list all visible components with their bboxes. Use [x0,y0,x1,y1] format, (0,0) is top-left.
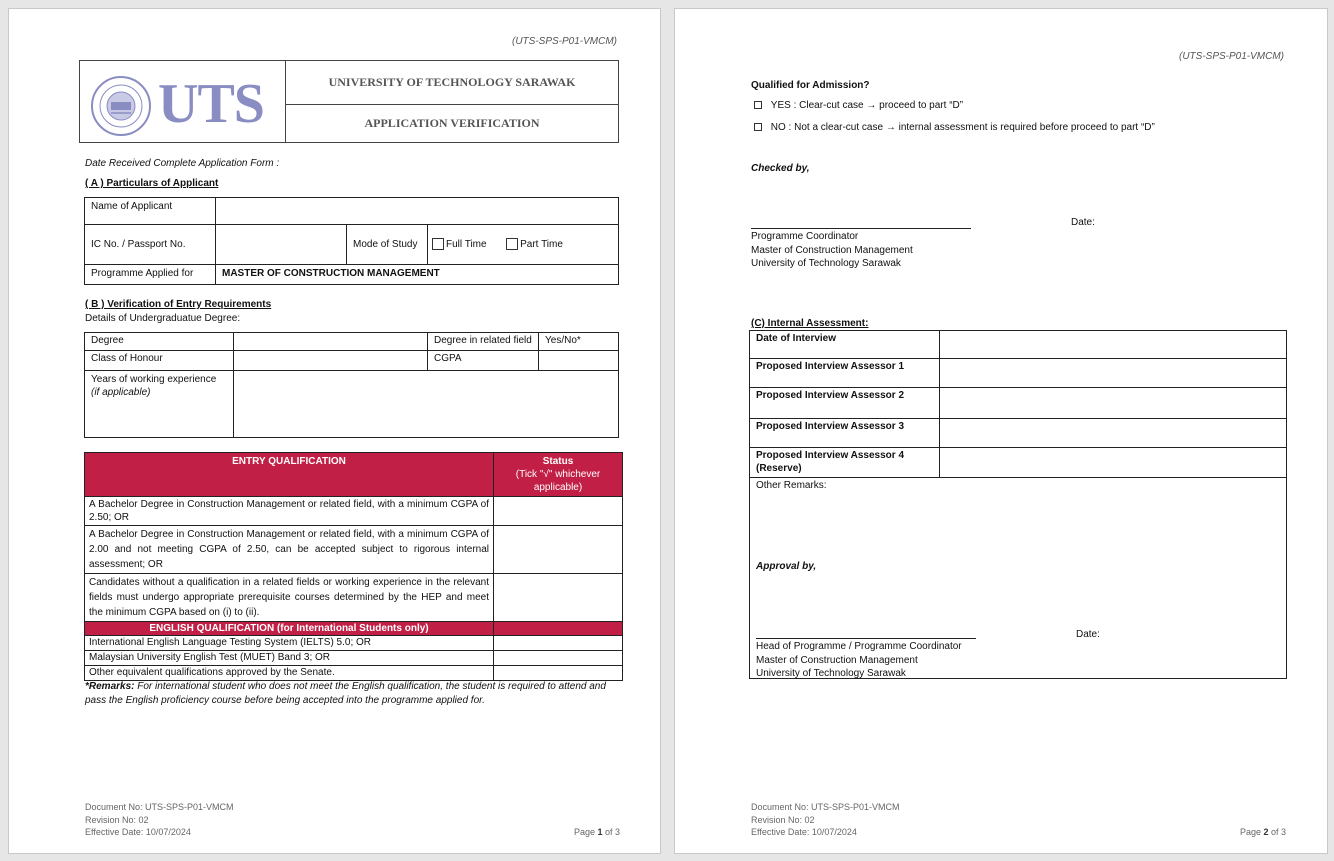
assessment-field[interactable] [940,419,1287,448]
no-option [754,122,1155,133]
section-a-title: ( A ) Particulars of Applicant [85,178,219,189]
assessment-label: Date of Interview [750,331,940,359]
signatory-2-university: University of Technology Sarawak [756,668,906,679]
honour-label: Class of Honour [85,351,234,371]
doc-reference: (UTS-SPS-P01-VMCM) [512,36,618,47]
programme-label: Programme Applied for [85,265,216,285]
name-field[interactable] [216,198,619,225]
mode-options [428,225,619,265]
yes-checkbox[interactable] [754,101,762,109]
yes-option-label: YES : Clear-cut case → proceed to part “D” [770,100,964,111]
honour-field[interactable] [234,351,428,371]
date-label: Date: [1071,217,1095,228]
page-prefix: Page [1240,827,1264,837]
page-1 [8,8,661,854]
full-time-label: Full Time [446,239,487,250]
page-2 [674,8,1328,854]
signatory-2 [756,640,962,681]
related-field-label: Degree in related field [428,333,539,351]
entry-qualification-table [84,452,623,681]
experience-field[interactable] [234,371,619,438]
entry-row: Candidates without a qualification in a related fields or working experience in the relevant fields must undergo appropriate prerequisite courses determined by the HEP and meet the minimum CGPA based on (i) to (ii). [85,574,494,622]
assessment-field[interactable] [940,331,1287,359]
experience-label-text: Years of working experience [91,374,217,385]
yes-no-label: Yes/No* [539,333,619,351]
page-number [574,826,620,839]
cgpa-label: CGPA [428,351,539,371]
assessment-field[interactable] [940,448,1287,478]
form-title: APPLICATION VERIFICATION [364,116,540,130]
status-cell[interactable] [494,666,623,681]
assessment-label: Proposed Interview Assessor 3 [750,419,940,448]
signatory-1-role: Programme Coordinator [751,231,859,242]
internal-assessment-table [749,330,1287,679]
status-cell[interactable] [494,497,623,526]
logo-area [80,61,286,142]
status-header [494,453,623,497]
particulars-table [84,197,619,285]
english-row: Other equivalent qualifications approved by the Senate. [85,666,494,681]
form-title-cell [285,105,619,142]
signatory-1-programme: Master of Construction Management [751,244,913,256]
footer-info [751,801,900,839]
english-header-status [494,622,623,636]
mode-label: Mode of Study [347,225,428,265]
approval-by: Approval by, [756,561,817,572]
status-cell[interactable] [494,651,623,666]
status-title: Status [542,456,574,467]
footer-revision: Revision No: 02 [85,814,149,825]
english-row: International English Language Testing System (IELTS) 5.0; OR [85,636,494,651]
part-time-label: Part Time [520,239,563,250]
signatory-2-role: Head of Programme / Programme Coordinator [756,641,962,652]
cgpa-field[interactable] [539,351,619,371]
university-name-cell [285,61,619,105]
footer-effective-date: Effective Date: 10/07/2024 [85,827,191,837]
qualified-title: Qualified for Admission? [751,80,870,91]
assessment-label: Proposed Interview Assessor 4 (Reserve) [750,448,940,478]
page-number [1240,826,1286,839]
ic-field[interactable] [216,225,347,265]
section-b-title: ( B ) Verification of Entry Requirements [85,299,272,310]
english-header: ENGLISH QUALIFICATION (for International Students only) [85,622,494,636]
full-time-checkbox[interactable] [432,238,444,250]
entry-row: A Bachelor Degree in Construction Management or related field, with a minimum CGPA of 2.50; OR [85,497,494,526]
page-prefix: Page [574,827,598,837]
page-suffix: of 3 [602,827,621,837]
degree-table [84,332,619,438]
no-checkbox[interactable] [754,123,762,131]
status-cell[interactable] [494,574,623,622]
footer-revision: Revision No: 02 [751,814,815,825]
signatory-2-programme: Master of Construction Management [756,654,918,666]
approval-signature-line [756,638,976,639]
status-note: (Tick "√" whichever applicable) [515,469,601,493]
assessment-field[interactable] [940,388,1287,419]
assessment-field[interactable] [940,359,1287,388]
section-b-subtitle: Details of Undergraduatue Degree: [85,313,241,324]
no-option-label: NO : Not a clear-cut case → internal assessment is required before proceed to part “D” [770,122,1155,133]
signatory-1 [751,230,913,271]
doc-reference: (UTS-SPS-P01-VMCM) [1179,51,1285,62]
page-suffix: of 3 [1268,827,1287,837]
page-current: 2 [1263,827,1269,837]
assessment-label: Proposed Interview Assessor 1 [750,359,940,388]
experience-label [85,371,234,438]
footer-effective-date: Effective Date: 10/07/2024 [751,827,857,837]
page-current: 1 [597,827,603,837]
entry-row: A Bachelor Degree in Construction Management or related field, with a minimum CGPA of 2.00 and not meeting CGPA of 2.50, can be accepted subject to rigorous internal assessment; OR [85,526,494,574]
university-seal-icon [90,75,152,137]
status-cell[interactable] [494,526,623,574]
signature-line [751,228,971,229]
entry-header: ENTRY QUALIFICATION [85,453,494,497]
part-time-checkbox[interactable] [506,238,518,250]
approval-date-label: Date: [1076,629,1100,640]
form-header [79,60,619,143]
remarks-text: For international student who does not meet the English qualification, the student is required to attend and pass the English proficiency course before being accepted into the programme applied for. [85,681,606,706]
date-received-label: Date Received Complete Application Form : [85,158,280,169]
remarks-approval-cell [750,478,1287,679]
name-label: Name of Applicant [85,198,216,225]
checked-by: Checked by, [751,163,810,174]
signatory-1-university: University of Technology Sarawak [751,258,901,269]
university-name: UNIVERSITY OF TECHNOLOGY SARAWAK [328,75,576,89]
programme-value: MASTER OF CONSTRUCTION MANAGEMENT [216,265,619,285]
logo-text: UTS [158,73,264,135]
english-row: Malaysian University English Test (MUET) Band 3; OR [85,651,494,666]
remarks-label: *Remarks: [85,681,135,692]
remarks [85,680,615,708]
degree-field[interactable] [234,333,428,351]
yes-option [754,100,963,111]
degree-label: Degree [85,333,234,351]
ic-label: IC No. / Passport No. [85,225,216,265]
status-cell[interactable] [494,636,623,651]
footer-doc-no: Document No: UTS-SPS-P01-VMCM [85,802,234,812]
section-c-title: (C) Internal Assessment: [751,318,869,329]
other-remarks-label: Other Remarks: [756,480,827,491]
footer-doc-no: Document No: UTS-SPS-P01-VMCM [751,802,900,812]
assessment-label: Proposed Interview Assessor 2 [750,388,940,419]
experience-note: (if applicable) [91,387,151,398]
footer-info [85,801,234,839]
